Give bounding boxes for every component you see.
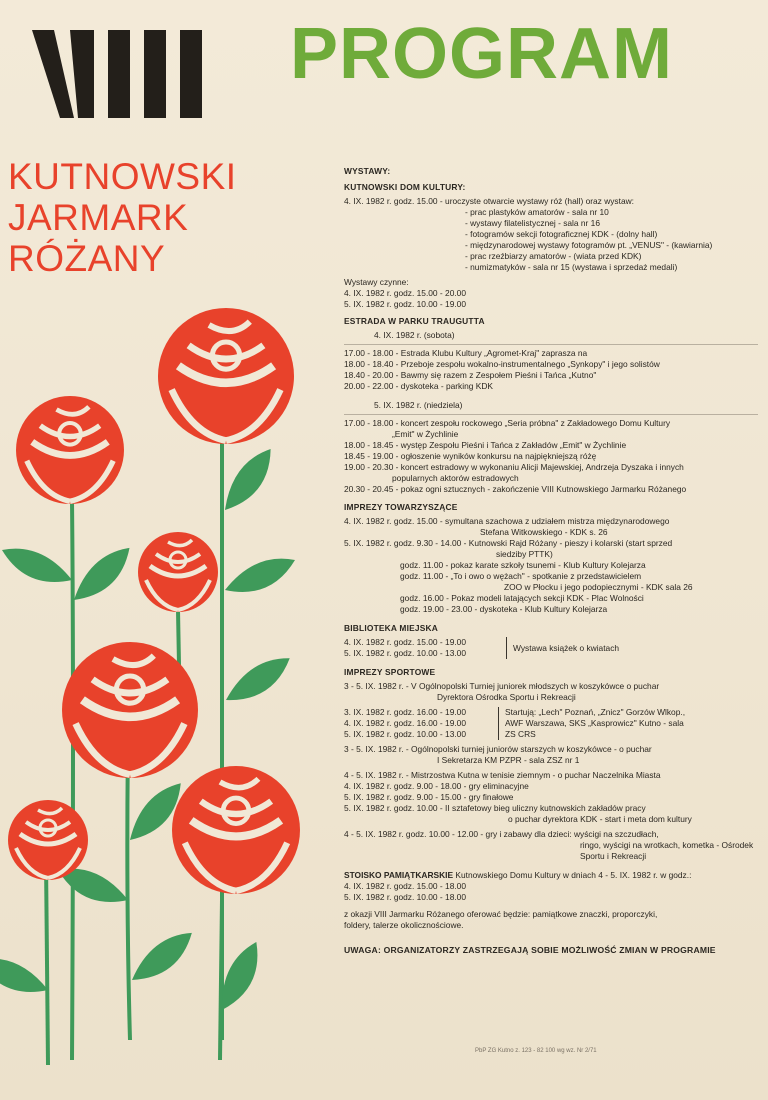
side-event: godz. 11.00 - „To i owo o wężach" - spotkanie z przedstawicielem bbox=[400, 571, 642, 581]
disclaimer: UWAGA: ORGANIZATORZY ZASTRZEGAJĄ SOBIE MOŻLIWOŚĆ ZMIAN W PROGRAMIE bbox=[344, 945, 716, 955]
estrada-event: 18.40 - 20.00 - Bawmy się razem z Zespołem Pieśni i Tańca „Kutno" bbox=[344, 370, 597, 380]
sport-event-cont: Sportu i Rekreacji bbox=[580, 851, 647, 861]
stem-5 bbox=[220, 900, 222, 1060]
sport-event: 3 - 5. IX. 1982 r. - Ogólnopolski turniej juniorów starszych w koszykówce - o puchar bbox=[344, 744, 652, 754]
sport-day: 5. IX. 1982 r. godz. 10.00 - 13.00 bbox=[344, 729, 466, 739]
exhibition-item: - prac plastyków amatorów - sala nr 10 bbox=[465, 207, 609, 217]
souvenir-note: foldery, talerze okolicznościowe. bbox=[344, 920, 464, 930]
side-event: 4. IX. 1982 r. godz. 15.00 - symultana szachowa z udziałem mistrza międzynarodowego bbox=[344, 516, 670, 526]
numeral-stroke-1 bbox=[108, 30, 130, 118]
side-event: godz. 16.00 - Pokaz modeli latających sekcji KDK - Plac Wolności bbox=[400, 593, 644, 603]
estrada-day-2: 5. IX. 1982 r. (niedziela) bbox=[374, 400, 463, 410]
section-side-events-heading: IMPREZY TOWARZYSZĄCE bbox=[344, 502, 458, 512]
open-hours-day: 4. IX. 1982 r. godz. 15.00 - 20.00 bbox=[344, 288, 466, 298]
sport-event-cont: I Sekretarza KM PZPR - sala ZSZ nr 1 bbox=[437, 755, 580, 765]
section-exhibitions-heading: WYSTAWY: bbox=[344, 166, 391, 176]
souvenir-heading: STOISKO PAMIĄTKARSKIE bbox=[344, 870, 454, 880]
stem-4 bbox=[127, 740, 130, 1040]
kdk-heading: KUTNOWSKI DOM KULTURY: bbox=[344, 182, 466, 192]
numeral-v-right bbox=[70, 30, 94, 118]
estrada-event: 17.00 - 18.00 - Estrada Klubu Kultury „Agromet-Kraj" zaprasza na bbox=[344, 348, 588, 358]
festival-line-1: KUTNOWSKI bbox=[8, 156, 237, 197]
souvenir-day: 5. IX. 1982 r. godz. 10.00 - 18.00 bbox=[344, 892, 466, 902]
side-event: 5. IX. 1982 r. godz. 9.30 - 14.00 - Kutnowski Rajd Różany - pieszy i kolarski (start sprzed bbox=[344, 538, 673, 548]
festival-line-3: RÓŻANY bbox=[8, 238, 166, 279]
souvenir-stand-line bbox=[344, 870, 758, 881]
estrada-event: 18.45 - 19.00 - ogłoszenie wyników konkursu na najpiękniejszą różę bbox=[344, 451, 597, 461]
sport-event: 4 - 5. IX. 1982 r. - Mistrzostwa Kutna w tenisie ziemnym - o puchar Naczelnika Miasta bbox=[344, 770, 661, 780]
estrada-day-1: 4. IX. 1982 r. (sobota) bbox=[374, 330, 455, 340]
section-library-heading: BIBLIOTEKA MIEJSKA bbox=[344, 623, 439, 633]
library-block bbox=[344, 637, 758, 659]
sport-event: 4. IX. 1982 r. godz. 9.00 - 18.00 - gry eliminacyjne bbox=[344, 781, 529, 791]
numeral-stroke-3 bbox=[180, 30, 202, 118]
exhibition-item: - wystawy filatelistycznej - sala nr 16 bbox=[465, 218, 600, 228]
sport-teams: ZS CRS bbox=[505, 729, 536, 739]
section-estrada-heading: ESTRADA W PARKU TRAUGUTTA bbox=[344, 316, 485, 326]
stem-6 bbox=[46, 860, 48, 1065]
numeral-v-left bbox=[32, 30, 74, 118]
sport-teams: AWF Warszawa, SKS „Kasprowicz" Kutno - sala bbox=[505, 718, 684, 728]
sport-day: 3. IX. 1982 r. godz. 16.00 - 19.00 bbox=[344, 707, 466, 717]
sport-block bbox=[344, 707, 758, 740]
roses-illustration bbox=[0, 300, 330, 1090]
souvenir-day: 4. IX. 1982 r. godz. 15.00 - 18.00 bbox=[344, 881, 466, 891]
edition-numeral-logo bbox=[30, 26, 220, 120]
sport-day: 4. IX. 1982 r. godz. 16.00 - 19.00 bbox=[344, 718, 466, 728]
festival-line-2: JARMARK bbox=[8, 197, 189, 238]
exhibition-item: - fotogramów sekcji fotograficznej KDK - (dolny hall) bbox=[465, 229, 658, 239]
sport-event: 5. IX. 1982 r. godz. 10.00 - II sztafetowy bieg uliczny kutnowskich zakładów pracy bbox=[344, 803, 646, 813]
rose-4 bbox=[62, 642, 198, 778]
festival-name bbox=[8, 156, 237, 279]
program-schedule bbox=[344, 166, 758, 956]
estrada-event-cont: „Emit" w Żychlinie bbox=[392, 429, 459, 439]
exhibition-list bbox=[344, 207, 758, 273]
estrada-event: 19.00 - 20.30 - koncert estradowy w wykonaniu Alicji Majewskiej, Andrzeja Dyszaka i innych bbox=[344, 462, 684, 472]
open-hours-day: 5. IX. 1982 r. godz. 10.00 - 19.00 bbox=[344, 299, 466, 309]
section-sport-heading: IMPREZY SPORTOWE bbox=[344, 667, 436, 677]
open-hours-heading: Wystawy czynne: bbox=[344, 277, 409, 287]
library-day: 4. IX. 1982 r. godz. 15.00 - 19.00 bbox=[344, 637, 466, 647]
sport-event-cont: Dyrektora Ośrodka Sportu i Rekreacji bbox=[437, 692, 576, 702]
exhibition-item: - międzynarodowej wystawy fotogramów pt. „VENUS" - (kawiarnia) bbox=[465, 240, 713, 250]
estrada-event: 17.00 - 18.00 - koncert zespołu rockowego „Seria próbna" z Zakładowego Domu Kultury bbox=[344, 418, 671, 428]
rose-2 bbox=[16, 396, 124, 504]
side-event: godz. 19.00 - 23.00 - dyskoteka - Klub Kultury Kolejarza bbox=[400, 604, 608, 614]
sport-event: 4 - 5. IX. 1982 r. godz. 10.00 - 12.00 - gry i zabawy dla dzieci: wyścigi na szczudłach, bbox=[344, 829, 659, 839]
exhibition-item: - numizmatyków - sala nr 15 (wystawa i sprzedaż medali) bbox=[465, 262, 678, 272]
library-event: Wystawa książek o kwiatach bbox=[506, 637, 619, 659]
sport-event-cont: ringo, wyścigi na wrotkach, kometka - Ośrodek bbox=[580, 840, 754, 850]
library-day: 5. IX. 1982 r. godz. 10.00 - 13.00 bbox=[344, 648, 466, 658]
rose-3 bbox=[138, 532, 218, 612]
rose-5 bbox=[172, 766, 300, 894]
rose-1 bbox=[158, 308, 294, 444]
side-event: godz. 11.00 - pokaz karate szkoły tsunemi - Klub Kultury Kolejarza bbox=[400, 560, 646, 570]
sport-event: 3 - 5. IX. 1982 r. - V Ogólnopolski Turniej juniorek młodszych w koszykówce o puchar bbox=[344, 681, 660, 691]
sport-teams: Startują: „Lech" Poznań, „Znicz" Gorzów Wlkop., bbox=[505, 707, 686, 717]
exhibition-opening: 4. IX. 1982 r. godz. 15.00 - uroczyste otwarcie wystawy róż (hall) oraz wystaw: bbox=[344, 196, 634, 206]
estrada-event: 18.00 - 18.40 - Przeboje zespołu wokalno-instrumentalnego „Synkopy" i jego solistów bbox=[344, 359, 660, 369]
print-imprint: PbP ZG Kutno z. 123 - 82 100 wg wz. Nr 2/71 bbox=[475, 1048, 597, 1054]
side-event-cont: Stefana Witkowskiego - KDK s. 26 bbox=[480, 527, 608, 537]
program-title: PROGRAM bbox=[290, 14, 673, 94]
numeral-stroke-2 bbox=[144, 30, 166, 118]
rose-6 bbox=[8, 800, 88, 880]
estrada-event: 20.00 - 22.00 - dyskoteka - parking KDK bbox=[344, 381, 493, 391]
sport-event: 5. IX. 1982 r. godz. 9.00 - 15.00 - gry finałowe bbox=[344, 792, 514, 802]
estrada-event-cont: popularnych aktorów estradowych bbox=[392, 473, 519, 483]
side-event-cont: ZOO w Płocku i jego podopiecznymi - KDK sala 26 bbox=[504, 582, 693, 592]
estrada-event: 20.30 - 20.45 - pokaz ogni sztucznych - zakończenie VIII Kutnowskiego Jarmarku Różanego bbox=[344, 484, 687, 494]
exhibition-item: - prac rzeźbiarzy amatorów - (wiata przed KDK) bbox=[465, 251, 642, 261]
estrada-event: 18.00 - 18.45 - występ Zespołu Pieśni i Tańca z Zakładów „Emit" w Żychlinie bbox=[344, 440, 627, 450]
souvenir-heading-rest: Kutnowskiego Domu Kultury w dniach 4 - 5. IX. 1982 r. w godz.: bbox=[453, 870, 692, 880]
sport-event-cont: o puchar dyrektora KDK - start i meta dom kultury bbox=[508, 814, 692, 824]
stem-2 bbox=[72, 500, 73, 1060]
side-event-cont: siedziby PTTK) bbox=[496, 549, 553, 559]
souvenir-note: z okazji VIII Jarmarku Różanego oferować będzie: pamiątkowe znaczki, proporczyki, bbox=[344, 909, 658, 919]
